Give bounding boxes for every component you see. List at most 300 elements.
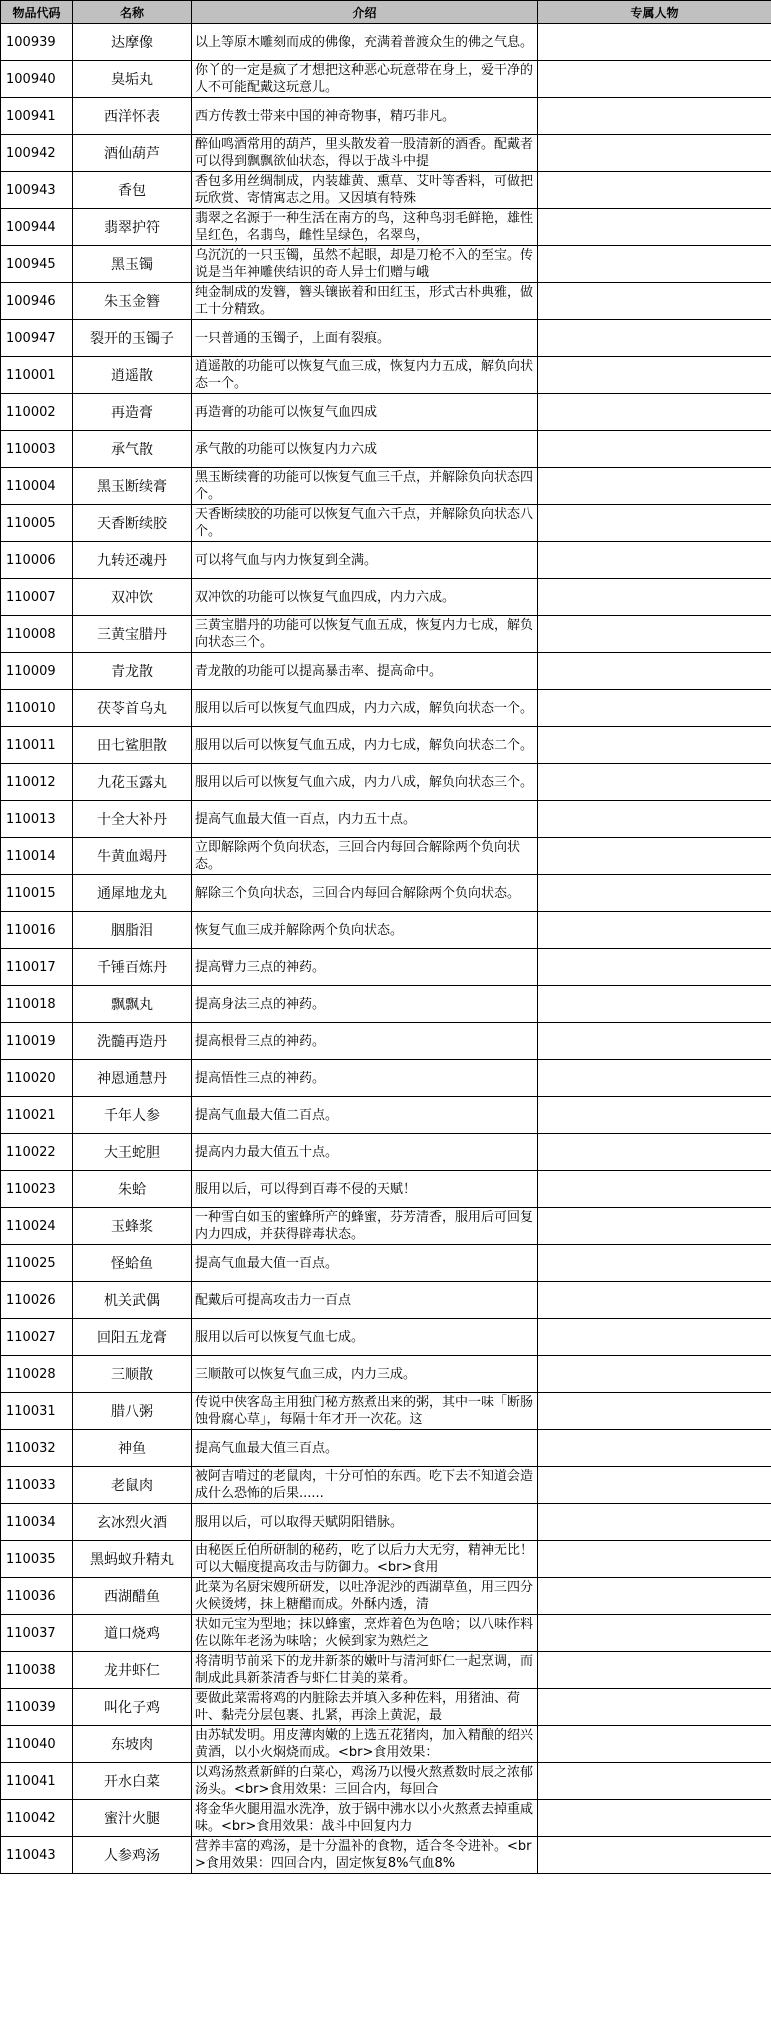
item-code-cell: 110012: [1, 764, 73, 801]
item-code-cell: 100939: [1, 24, 73, 61]
item-desc-cell-text: 青龙散的功能可以提高暴击率、提高命中。: [195, 663, 443, 679]
item-owner-cell: [538, 1208, 771, 1245]
item-name-cell: 牛黄血竭丹: [73, 838, 192, 875]
item-name-cell: 田七鲨胆散: [73, 727, 192, 764]
item-desc-cell: [192, 357, 538, 394]
item-desc-cell-text: 服用以后可以恢复气血四成，内力六成，解负向状态一个。: [195, 700, 534, 716]
item-desc-cell: [192, 61, 538, 98]
item-desc-cell: [192, 542, 538, 579]
item-name-cell: 龙井虾仁: [73, 1652, 192, 1689]
item-owner-cell: [538, 1800, 771, 1837]
item-owner-cell: [538, 24, 771, 61]
table-row: [1, 1467, 771, 1504]
item-name-cell: 腊八粥: [73, 1393, 192, 1430]
item-code-cell: 110013: [1, 801, 73, 838]
item-desc-cell: [192, 579, 538, 616]
item-code-cell: 110035: [1, 1541, 73, 1578]
item-desc-cell-text: 营养丰富的鸡汤，是十分温补的食物，适合冬令进补。<br>食用效果：四回合内，固定恢复8%气血8%: [195, 1839, 532, 1871]
table-row: [1, 875, 771, 912]
item-owner-cell: [538, 431, 771, 468]
item-desc-cell-text: 香包多用丝绸制成，内装雄黄、熏草、艾叶等香料，可做把玩欣赏、寄情寓志之用。又因填有特殊: [195, 174, 534, 206]
item-name-cell: 老鼠肉: [73, 1467, 192, 1504]
item-code-cell: 110002: [1, 394, 73, 431]
table-row: [1, 912, 771, 949]
table-row: [1, 1208, 771, 1245]
item-owner-cell: [538, 1652, 771, 1689]
item-desc-cell-text: 以鸡汤熬煮新鲜的白菜心，鸡汤乃以慢火熬煮数时辰之浓郁汤头。<br>食用效果：三回合内，每回合: [195, 1765, 534, 1797]
table-row: [1, 1726, 771, 1763]
item-desc-cell: [192, 1171, 538, 1208]
table-row: [1, 1393, 771, 1430]
item-desc-cell: [192, 1652, 538, 1689]
header-row: [1, 1, 771, 24]
item-desc-cell-text: 状如元宝为型地；抹以蜂蜜，烹炸着色为色啥；以八味作料佐以陈年老汤为味啥；火候到家为熟烂之: [195, 1617, 534, 1649]
item-desc-cell: [192, 135, 538, 172]
item-name-cell: 翡翠护符: [73, 209, 192, 246]
item-owner-cell: [538, 1171, 771, 1208]
item-owner-cell: [538, 172, 771, 209]
item-owner-cell: [538, 875, 771, 912]
table-row: [1, 690, 771, 727]
item-desc-cell: [192, 727, 538, 764]
item-owner-cell: [538, 653, 771, 690]
item-desc-cell: [192, 1319, 538, 1356]
table-row: [1, 1615, 771, 1652]
item-code-cell: 110028: [1, 1356, 73, 1393]
item-code-cell: 110036: [1, 1578, 73, 1615]
item-desc-cell-text: 提高气血最大值三百点。: [195, 1440, 339, 1456]
item-name-cell: 再造膏: [73, 394, 192, 431]
item-code-cell: 110003: [1, 431, 73, 468]
item-owner-cell: [538, 912, 771, 949]
item-code-cell: 100946: [1, 283, 73, 320]
item-desc-cell-text: 承气散的功能可以恢复内力六成: [195, 441, 378, 457]
item-name-cell: 东坡肉: [73, 1726, 192, 1763]
item-desc-cell: [192, 209, 538, 246]
table-row: [1, 1134, 771, 1171]
item-owner-cell: [538, 505, 771, 542]
item-owner-cell: [538, 727, 771, 764]
item-desc-cell-text: 解除三个负向状态，三回合内每回合解除两个负向状态。: [195, 885, 521, 901]
item-desc-cell: [192, 172, 538, 209]
item-code-cell: 110026: [1, 1282, 73, 1319]
item-desc-cell: [192, 801, 538, 838]
item-desc-cell: [192, 1208, 538, 1245]
table-row: [1, 1430, 771, 1467]
item-desc-cell-text: 被阿吉啃过的老鼠肉，十分可怕的东西。吃下去不知道会造成什么恐怖的后果......: [195, 1469, 534, 1501]
item-name-cell: 人参鸡汤: [73, 1837, 192, 1874]
item-name-cell: 九转还魂丹: [73, 542, 192, 579]
item-desc-cell-text: 将清明节前采下的龙井新茶的嫩叶与清河虾仁一起烹调，而制成此具新茶清香与虾仁甘美的菜肴。: [195, 1654, 534, 1686]
item-desc-cell-text: 逍遥散的功能可以恢复气血三成，恢复内力五成，解负向状态一个。: [195, 359, 534, 391]
item-desc-cell: [192, 1097, 538, 1134]
item-owner-cell: [538, 690, 771, 727]
item-owner-cell: [538, 949, 771, 986]
item-name-cell: 西洋怀表: [73, 98, 192, 135]
item-name-cell: 朱蛤: [73, 1171, 192, 1208]
table-row: [1, 246, 771, 283]
item-name-cell: 青龙散: [73, 653, 192, 690]
table-row: [1, 1282, 771, 1319]
item-owner-cell: [538, 1467, 771, 1504]
table-row: [1, 1578, 771, 1615]
item-desc-cell: [192, 949, 538, 986]
item-desc-cell: [192, 1060, 538, 1097]
item-desc-cell: [192, 1578, 538, 1615]
item-code-cell: 110017: [1, 949, 73, 986]
item-desc-cell: [192, 912, 538, 949]
item-owner-cell: [538, 468, 771, 505]
table-row: [1, 1652, 771, 1689]
item-owner-cell: [538, 764, 771, 801]
item-code-cell: 100945: [1, 246, 73, 283]
item-code-cell: 110040: [1, 1726, 73, 1763]
item-code-cell: 110020: [1, 1060, 73, 1097]
item-name-cell: 叫化子鸡: [73, 1689, 192, 1726]
item-desc-cell-text: 由秘医丘伯所研制的秘药，吃了以后力大无穷，精神无比！可以大幅度提高攻击与防御力。<br>食用: [195, 1543, 534, 1575]
item-name-cell: 胭脂泪: [73, 912, 192, 949]
item-code-cell: 110009: [1, 653, 73, 690]
item-code-cell: 110018: [1, 986, 73, 1023]
item-code-cell: 110016: [1, 912, 73, 949]
item-owner-cell: [538, 394, 771, 431]
item-desc-cell-text: 翡翠之名源于一种生活在南方的鸟，这种鸟羽毛鲜艳，雄性呈红色，名翡鸟，雌性呈绿色，名翠鸟，: [195, 211, 534, 243]
item-code-cell: 110038: [1, 1652, 73, 1689]
item-desc-cell-text: 以上等原木雕刻而成的佛像，充满着普渡众生的佛之气息。: [195, 34, 534, 50]
table-row: [1, 1023, 771, 1060]
item-desc-cell: [192, 1356, 538, 1393]
table-body: [1, 24, 771, 1874]
item-desc-cell: [192, 1837, 538, 1874]
table-row: [1, 283, 771, 320]
item-owner-cell: [538, 1245, 771, 1282]
item-desc-cell-text: 服用以后，可以得到百毒不侵的天赋！: [195, 1181, 417, 1197]
item-desc-cell: [192, 838, 538, 875]
table-row: [1, 838, 771, 875]
item-owner-cell: [538, 1726, 771, 1763]
table-row: [1, 801, 771, 838]
item-desc-cell-text: 你丫的一定是疯了才想把这种恶心玩意带在身上，爱干净的人不可能配戴这玩意儿。: [195, 63, 534, 95]
item-owner-cell: [538, 1837, 771, 1874]
item-name-cell: 玄冰烈火酒: [73, 1504, 192, 1541]
item-code-cell: 110010: [1, 690, 73, 727]
table-row: [1, 24, 771, 61]
table-row: [1, 1763, 771, 1800]
item-name-cell: 天香断续胶: [73, 505, 192, 542]
table-row: [1, 1060, 771, 1097]
item-desc-cell-text: 此菜为名厨宋嫂所研发，以吐净泥沙的西湖草鱼，用三四分火候烫烤，抹上糖醋而成。外酥内透，清: [195, 1580, 534, 1612]
item-owner-cell: [538, 1430, 771, 1467]
item-name-cell: 开水白菜: [73, 1763, 192, 1800]
item-owner-cell: [538, 1393, 771, 1430]
item-name-cell: 臭垢丸: [73, 61, 192, 98]
table-row: [1, 986, 771, 1023]
item-name-cell: 承气散: [73, 431, 192, 468]
item-desc-cell: [192, 764, 538, 801]
table-row: [1, 1689, 771, 1726]
table-row: [1, 616, 771, 653]
item-name-cell: 双冲饮: [73, 579, 192, 616]
item-desc-cell-text: 提高气血最大值一百点，内力五十点。: [195, 811, 417, 827]
table-row: [1, 764, 771, 801]
item-desc-cell-text: 三黄宝腊丹的功能可以恢复气血五成，恢复内力七成，解负向状态三个。: [195, 618, 534, 650]
item-desc-cell-text: 服用以后可以恢复气血七成。: [195, 1329, 365, 1345]
item-name-cell: 黑蚂蚁升精丸: [73, 1541, 192, 1578]
item-owner-cell: [538, 357, 771, 394]
item-name-cell: 逍遥散: [73, 357, 192, 394]
item-owner-cell: [538, 1615, 771, 1652]
item-owner-cell: [538, 1356, 771, 1393]
item-name-cell: 黑玉断续膏: [73, 468, 192, 505]
item-code-cell: 100947: [1, 320, 73, 357]
item-code-cell: 110024: [1, 1208, 73, 1245]
item-desc-cell-text: 立即解除两个负向状态，三回合内每回合解除两个负向状态。: [195, 840, 521, 872]
table-row: [1, 579, 771, 616]
item-desc-cell-text: 乌沉沉的一只玉镯，虽然不起眼，却是刀枪不入的至宝。传说是当年神雕侠结识的奇人异士们赠与峨: [195, 248, 534, 280]
item-name-cell: 西湖醋鱼: [73, 1578, 192, 1615]
header-owner: 专属人物: [538, 1, 771, 24]
item-desc-cell-text: 服用以后可以恢复气血五成，内力七成，解负向状态二个。: [195, 737, 534, 753]
item-desc-cell: [192, 394, 538, 431]
item-desc-cell: [192, 1245, 538, 1282]
item-desc-cell: [192, 246, 538, 283]
item-owner-cell: [538, 579, 771, 616]
item-desc-cell: [192, 98, 538, 135]
table-row: [1, 357, 771, 394]
item-desc-cell-text: 服用以后，可以取得天赋阴阳错脉。: [195, 1514, 404, 1530]
table-row: [1, 542, 771, 579]
item-desc-cell: [192, 1282, 538, 1319]
item-desc-cell: [192, 1393, 538, 1430]
item-code-cell: 110027: [1, 1319, 73, 1356]
item-name-cell: 三黄宝腊丹: [73, 616, 192, 653]
header-code: 物品代码: [1, 1, 73, 24]
item-name-cell: 酒仙葫芦: [73, 135, 192, 172]
table-row: [1, 727, 771, 764]
header-name: 名称: [73, 1, 192, 24]
item-desc-cell-text: 西方传教士带来中国的神奇物事，精巧非凡。: [195, 108, 456, 124]
item-desc-cell-text: 提高内力最大值五十点。: [195, 1144, 339, 1160]
table-row: [1, 320, 771, 357]
item-desc-cell: [192, 1689, 538, 1726]
item-desc-cell: [192, 283, 538, 320]
table-row: [1, 1097, 771, 1134]
item-desc-cell: [192, 616, 538, 653]
item-name-cell: 大王蛇胆: [73, 1134, 192, 1171]
item-code-cell: 110019: [1, 1023, 73, 1060]
table-row: [1, 505, 771, 542]
item-desc-cell: [192, 1467, 538, 1504]
item-desc-cell: [192, 1134, 538, 1171]
item-desc-cell-text: 再造膏的功能可以恢复气血四成: [195, 404, 378, 420]
table-row: [1, 209, 771, 246]
item-code-cell: 110006: [1, 542, 73, 579]
item-code-cell: 110022: [1, 1134, 73, 1171]
item-desc-cell: [192, 1615, 538, 1652]
item-code-cell: 110034: [1, 1504, 73, 1541]
item-name-cell: 香包: [73, 172, 192, 209]
item-code-cell: 110007: [1, 579, 73, 616]
item-owner-cell: [538, 1578, 771, 1615]
item-owner-cell: [538, 986, 771, 1023]
item-desc-cell: [192, 1504, 538, 1541]
item-owner-cell: [538, 209, 771, 246]
item-code-cell: 110004: [1, 468, 73, 505]
table-row: [1, 1541, 771, 1578]
item-owner-cell: [538, 801, 771, 838]
item-code-cell: 100941: [1, 98, 73, 135]
table-row: [1, 468, 771, 505]
item-desc-cell-text: 恢复气血三成并解除两个负向状态。: [195, 922, 404, 938]
item-desc-cell-text: 醉仙鸣酒常用的葫芦，里头散发着一股清新的酒香。配戴者可以得到飘飘欲仙状态，得以于战斗中提: [195, 137, 534, 169]
item-owner-cell: [538, 1023, 771, 1060]
item-owner-cell: [538, 1689, 771, 1726]
item-owner-cell: [538, 1097, 771, 1134]
table-row: [1, 98, 771, 135]
item-code-cell: 110043: [1, 1837, 73, 1874]
item-owner-cell: [538, 283, 771, 320]
item-desc-cell: [192, 1541, 538, 1578]
item-desc-cell: [192, 320, 538, 357]
item-desc-cell-text: 提高臂力三点的神药。: [195, 959, 326, 975]
item-desc-cell: [192, 1763, 538, 1800]
item-owner-cell: [538, 61, 771, 98]
item-desc-cell-text: 纯金制成的发簪，簪头镶嵌着和田红玉，形式古朴典雅，做工十分精致。: [195, 285, 534, 317]
item-desc-cell-text: 天香断续胶的功能可以恢复气血六千点，并解除负向状态八个。: [195, 507, 534, 539]
item-desc-cell-text: 传说中侠客岛主用独门秘方熬煮出来的粥，其中一味「断肠蚀骨腐心草」，每隔十年才开一次花。这: [195, 1395, 534, 1427]
item-desc-cell: [192, 690, 538, 727]
table-row: [1, 1319, 771, 1356]
item-name-cell: 蜜汁火腿: [73, 1800, 192, 1837]
item-code-cell: 110014: [1, 838, 73, 875]
item-desc-cell-text: 提高气血最大值一百点。: [195, 1255, 339, 1271]
item-code-cell: 100942: [1, 135, 73, 172]
item-desc-cell-text: 一只普通的玉镯子，上面有裂痕。: [195, 330, 391, 346]
item-desc-cell-text: 一种雪白如玉的蜜蜂所产的蜂蜜，芬芳清香，服用后可回复内力四成，并获得辟毒状态。: [195, 1210, 534, 1242]
table-row: [1, 1504, 771, 1541]
item-desc-cell: [192, 875, 538, 912]
item-desc-cell-text: 服用以后可以恢复气血六成，内力八成，解负向状态三个。: [195, 774, 534, 790]
item-name-cell: 道口烧鸡: [73, 1615, 192, 1652]
item-owner-cell: [538, 1134, 771, 1171]
item-owner-cell: [538, 320, 771, 357]
item-name-cell: 三顺散: [73, 1356, 192, 1393]
item-desc-cell-text: 提高根骨三点的神药。: [195, 1033, 326, 1049]
item-desc-cell-text: 要做此菜需将鸡的内脏除去并填入多种佐料，用猪油、荷叶、黏壳分层包裹、扎紧，再涂上黄泥，最: [195, 1691, 521, 1723]
item-name-cell: 裂开的玉镯子: [73, 320, 192, 357]
item-desc-cell-text: 提高身法三点的神药。: [195, 996, 326, 1012]
item-name-cell: 茯苓首乌丸: [73, 690, 192, 727]
item-code-cell: 110042: [1, 1800, 73, 1837]
table-row: [1, 1171, 771, 1208]
item-code-cell: 110041: [1, 1763, 73, 1800]
item-desc-cell: [192, 653, 538, 690]
item-owner-cell: [538, 616, 771, 653]
item-code-cell: 110023: [1, 1171, 73, 1208]
item-desc-cell-text: 由苏轼发明。用皮薄肉嫩的上选五花猪肉，加入精酿的绍兴黄酒，以小火焖烧而成。<br>食用效果：: [195, 1728, 534, 1760]
item-owner-cell: [538, 1060, 771, 1097]
item-name-cell: 黑玉镯: [73, 246, 192, 283]
item-desc-cell: [192, 1023, 538, 1060]
item-owner-cell: [538, 1282, 771, 1319]
item-desc-cell-text: 提高气血最大值二百点。: [195, 1107, 339, 1123]
item-name-cell: 九花玉露丸: [73, 764, 192, 801]
table-row: [1, 431, 771, 468]
item-code-cell: 110037: [1, 1615, 73, 1652]
table-row: [1, 653, 771, 690]
item-name-cell: 怪蛤鱼: [73, 1245, 192, 1282]
item-name-cell: 神鱼: [73, 1430, 192, 1467]
item-name-cell: 通犀地龙丸: [73, 875, 192, 912]
item-name-cell: 千锤百炼丹: [73, 949, 192, 986]
item-code-cell: 110025: [1, 1245, 73, 1282]
item-code-cell: 110001: [1, 357, 73, 394]
item-desc-cell-text: 配戴后可提高攻击力一百点: [195, 1292, 352, 1308]
table-row: [1, 394, 771, 431]
item-name-cell: 回阳五龙膏: [73, 1319, 192, 1356]
item-name-cell: 神恩通慧丹: [73, 1060, 192, 1097]
item-owner-cell: [538, 1541, 771, 1578]
table-row: [1, 61, 771, 98]
item-code-cell: 100944: [1, 209, 73, 246]
item-desc-cell-text: 黑玉断续膏的功能可以恢复气血三千点，并解除负向状态四个。: [195, 470, 534, 502]
table-row: [1, 172, 771, 209]
item-owner-cell: [538, 838, 771, 875]
item-name-cell: 洗髓再造丹: [73, 1023, 192, 1060]
item-code-cell: 110011: [1, 727, 73, 764]
item-name-cell: 达摩像: [73, 24, 192, 61]
table-row: [1, 1800, 771, 1837]
item-code-cell: 110031: [1, 1393, 73, 1430]
item-owner-cell: [538, 246, 771, 283]
item-desc-cell: [192, 468, 538, 505]
item-desc-cell: [192, 986, 538, 1023]
item-owner-cell: [538, 98, 771, 135]
item-code-cell: 110033: [1, 1467, 73, 1504]
item-code-cell: 110032: [1, 1430, 73, 1467]
item-desc-cell: [192, 1726, 538, 1763]
item-code-cell: 110008: [1, 616, 73, 653]
table-row: [1, 135, 771, 172]
item-name-cell: 机关武偶: [73, 1282, 192, 1319]
table-row: [1, 1245, 771, 1282]
item-code-cell: 100940: [1, 61, 73, 98]
table-row: [1, 1356, 771, 1393]
item-code-cell: 110021: [1, 1097, 73, 1134]
item-desc-cell: [192, 1800, 538, 1837]
item-owner-cell: [538, 1319, 771, 1356]
item-desc-cell-text: 双冲饮的功能可以恢复气血四成，内力六成。: [195, 589, 456, 605]
item-desc-cell-text: 三顺散可以恢复气血三成，内力三成。: [195, 1366, 417, 1382]
item-name-cell: 玉蜂浆: [73, 1208, 192, 1245]
item-desc-cell-text: 将金华火腿用温水洗净，放于锅中沸水以小火熬煮去掉重咸味。<br>食用效果：战斗中回复内力: [195, 1802, 534, 1834]
item-desc-cell-text: 可以将气血与内力恢复到全满。: [195, 552, 378, 568]
item-desc-cell-text: 提高悟性三点的神药。: [195, 1070, 326, 1086]
item-name-cell: 飘飘丸: [73, 986, 192, 1023]
item-owner-cell: [538, 1504, 771, 1541]
item-code-cell: 110015: [1, 875, 73, 912]
table-row: [1, 1837, 771, 1874]
item-desc-cell: [192, 24, 538, 61]
item-code-cell: 110005: [1, 505, 73, 542]
item-name-cell: 朱玉金簪: [73, 283, 192, 320]
item-code-cell: 110039: [1, 1689, 73, 1726]
item-desc-cell: [192, 1430, 538, 1467]
item-owner-cell: [538, 542, 771, 579]
item-desc-cell: [192, 505, 538, 542]
item-name-cell: 千年人参: [73, 1097, 192, 1134]
table-row: [1, 949, 771, 986]
